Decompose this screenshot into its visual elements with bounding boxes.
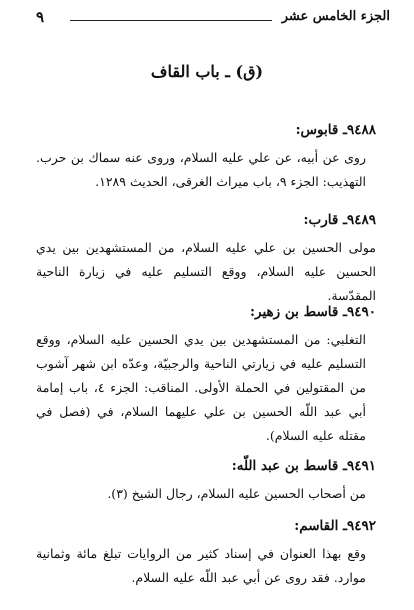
header-rule bbox=[70, 20, 272, 21]
entry-title: ٩٤٩٢ـ القاسم: bbox=[294, 518, 376, 534]
entry-body: مولى الحسين بن علي عليه السلام، من المستشهدين بين يدي الحسين عليه السلام، ووقع التسليم عليه في زيارة الناحية المقدّسة. bbox=[36, 240, 376, 303]
entry-body: التغلبي: من المستشهدين بين يدي الحسين عليه السلام، ووقع التسليم عليه في زيارتي الناحية والرجبيّة، وعدّه ابن شهر آشوب من المقتولين في الحملة الأولى. المناقب: الجزء ٤، باب إمامة أبي عبد اللّه الحسين بن علي عليهما السلام، في (فصل في مقتله عليه السلام). bbox=[36, 332, 366, 443]
running-title: الجزء الخامس عشر bbox=[281, 9, 390, 24]
entry-title: ٩٤٨٩ـ قارب: bbox=[303, 212, 376, 228]
entry-body: روى عن أبيه، عن علي عليه السلام، وروى عنه سماك بن حرب. التهذيب: الجزء ٩، باب ميراث الغرقى، الحديث ١٢٨٩. bbox=[36, 150, 366, 189]
page-number: ٩ bbox=[36, 8, 45, 26]
entry-9492 bbox=[36, 516, 376, 590]
entry-9491 bbox=[36, 456, 376, 506]
running-header bbox=[36, 9, 390, 31]
entry-title: ٩٤٩٠ـ قاسط بن زهير: bbox=[250, 304, 376, 320]
entry-9489 bbox=[36, 210, 376, 308]
entry-body: من أصحاب الحسين عليه السلام، رجال الشيخ (٣). bbox=[107, 486, 366, 501]
entry-title: ٩٤٩١ـ قاسط بن عبد اللّه: bbox=[231, 458, 376, 474]
entry-title: ٩٤٨٨ـ قابوس: bbox=[295, 122, 376, 138]
entry-body: وقع بهذا العنوان في إسناد كثير من الروايات تبلغ مائة وثمانية موارد. فقد روى عن أبي عبد اللّه عليه السلام. bbox=[36, 546, 366, 585]
chapter-title: (ق) ـ باب القاف bbox=[150, 62, 264, 81]
entry-9490 bbox=[36, 302, 376, 448]
entry-9488 bbox=[36, 120, 376, 194]
